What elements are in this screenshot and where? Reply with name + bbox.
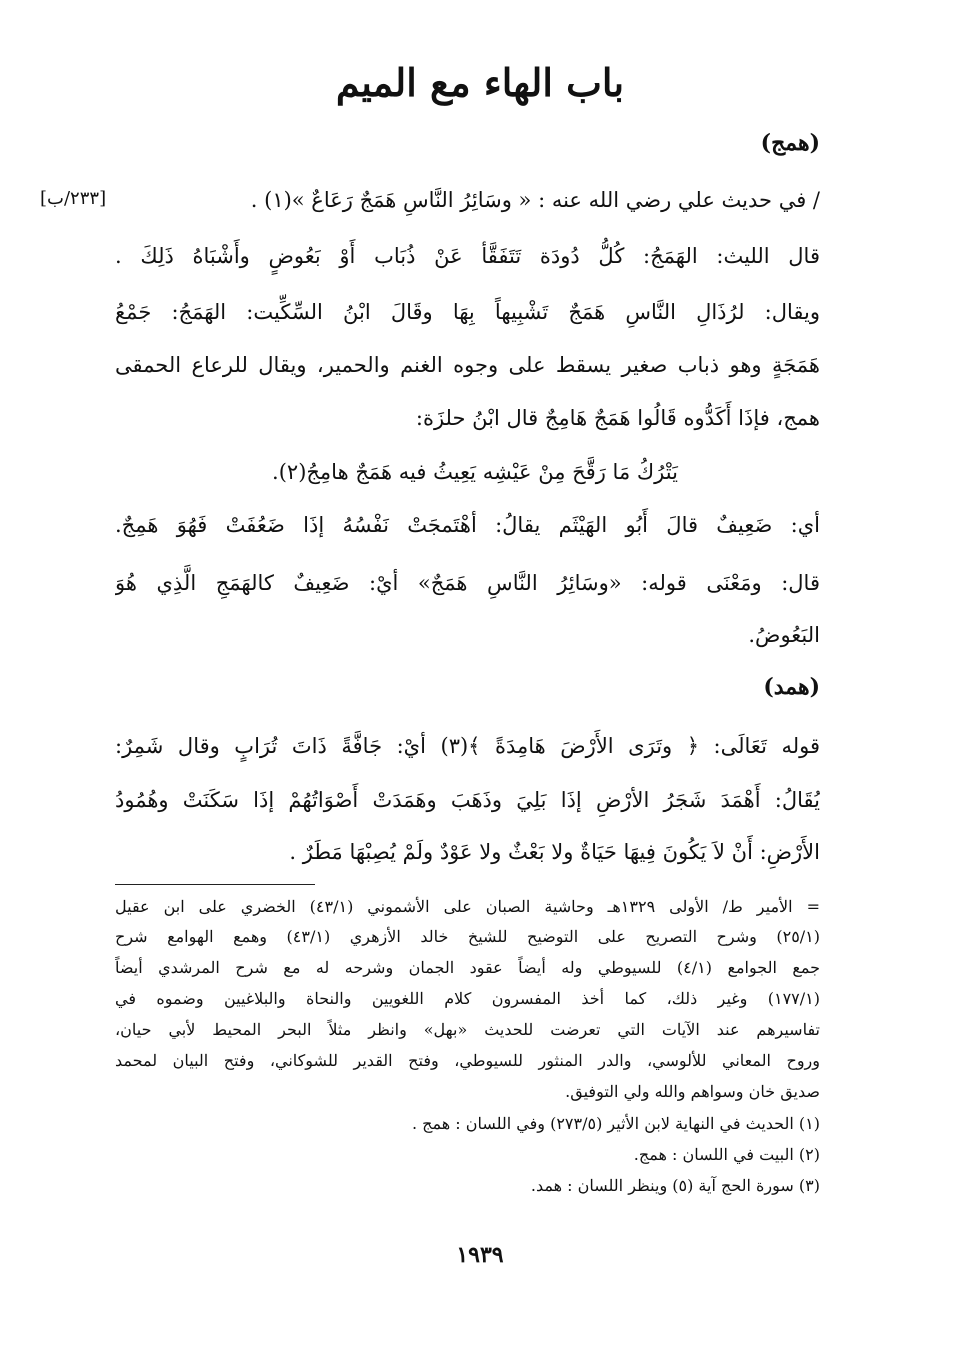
body-line: قال الليث: الهَمَجُ: كُلُّ دُودَة تَتَفَقَّأ عَنْ ذُبَاب أَوْ بَعُوضٍ وأَشْبَاهُ ذَلِكَ . [115,244,820,268]
page-number: ١٩٣٩ [456,1242,504,1268]
footnote-2: (٢) البيت في اللسان : همج. [633,1145,820,1164]
footnote-line: وروح المعاني للألوسي، والدر المنثور للسيوطي، وفتح القدير للشوكاني، وفتح البيان لمحمد [115,1051,820,1070]
body-line: قوله تَعَالَى: ﴿ وتَرَى الأَرْضَ هَامِدَةً ﴾(٣) أيْ: جَافَّةً ذَاتَ تُرَابٍ وقال شَمِرٌ: [115,734,820,758]
footnote-1: (١) الحديث في النهاية لابن الأثير (٢٧٣/٥) وفي اللسان : همج . [411,1114,820,1133]
footnote-line: جمع الجوامع (٤/١) للسيوطي وله أيضاً عقود الجمان وشرحه له مع شرح المرشدي أيضاً [115,958,820,977]
footnote-line: صديق خان وسواهم والله ولي التوفيق. [565,1082,820,1101]
poetry-verse: يَتْرُكُ مَا رَقَّحَ مِنْ عَيْشِه يَعِيثُ فيه هَمَجٌ هامِجُ(٢). [272,460,678,484]
body-line: أي: ضَعِيفٌ قالَ أَبُو الهَيْثَم يقالُ: أهْتَمجَتْ نَفْسُهُ إذَا ضَعُفَتْ فَهُوَ هَمِجٌ. [115,513,820,537]
body-line: / في حديث علي رضي الله عنه : « وسَائِرُ النَّاسِ هَمَجٌ رَعَاعٌ »(١) . [250,188,820,212]
footnote-line: تفاسيرهم عند الآيات التي تعرضت للحديث «بهل» وانظر مثلاً البحر المحيط لأبي حيان، [115,1020,820,1039]
footnote-separator [115,884,315,885]
body-line: قال: ومَعْنَى قوله: «وسَائِرُ النَّاسِ هَمَجٌ» أيْ: ضَعِيفٌ كالهَمَجِ الَّذِي هُوَ [115,571,820,595]
footnote-3: (٣) سورة الحج آية (٥) وينظر اللسان : همد. [530,1176,820,1195]
body-line: همج، فإذَا أَكَدُّوه قَالُوا هَمَجٌ هَامِجٌ قال ابْنُ حلزَة: [415,406,820,430]
manuscript-folio-reference: [٢٣٣/ب] [40,188,107,209]
chapter-title: باب الهاء مع الميم [335,60,625,105]
body-line: ويقال: لرُذَالِ النَّاسِ هَمَجٌ تَشْبِيهاً بِهَا وقَالَ ابْنُ السِّكِّيت: الهَمَجُ: جَمْعُ [115,300,820,324]
section-heading-hamad: (همد) [763,674,820,700]
body-line: هَمَجَةٍ وهو ذباب صغير يسقط على وجوه الغنم والحمير، ويقال للرعاع الحمقى [115,353,820,377]
body-line: الأَرْضِ: أَنْ لاَ يَكُونَ فِيهَا حَيَاةٌ ولا بَعْثٌ ولا عَوْدٌ ولَمْ يُصِبْهَا مَطَرٌ . [289,840,820,864]
section-heading-hamaj: (همج) [760,130,820,156]
footnote-line: (٢٥/١) وشرح التصريح على التوضيح للشيخ خالد الأزهري (٤٣/١) وهمع الهوامع شرح [115,927,820,946]
body-line: يُقَالُ: أَهْمَدَ شَجَرُ الأرْضِ إذَا بَلِيَ وذَهَبَ وهَمَدَتْ أَصْوَاتُهُمْ إذَا سَكَنَتْ وهُمُودُ [115,788,820,812]
footnote-line: (١٧٧/١) وغير ذلك، كما أخذ المفسرون كلام اللغويين والنحاة والبلاغيين وضموه في [115,989,820,1008]
body-line: البَعُوضُ. [748,623,820,647]
footnote-line: = الأمير ط/ الأولى ١٣٢٩هـ وحاشية الصبان على الأشموني (٤٣/١) الخضري على ابن عقيل [115,897,820,916]
